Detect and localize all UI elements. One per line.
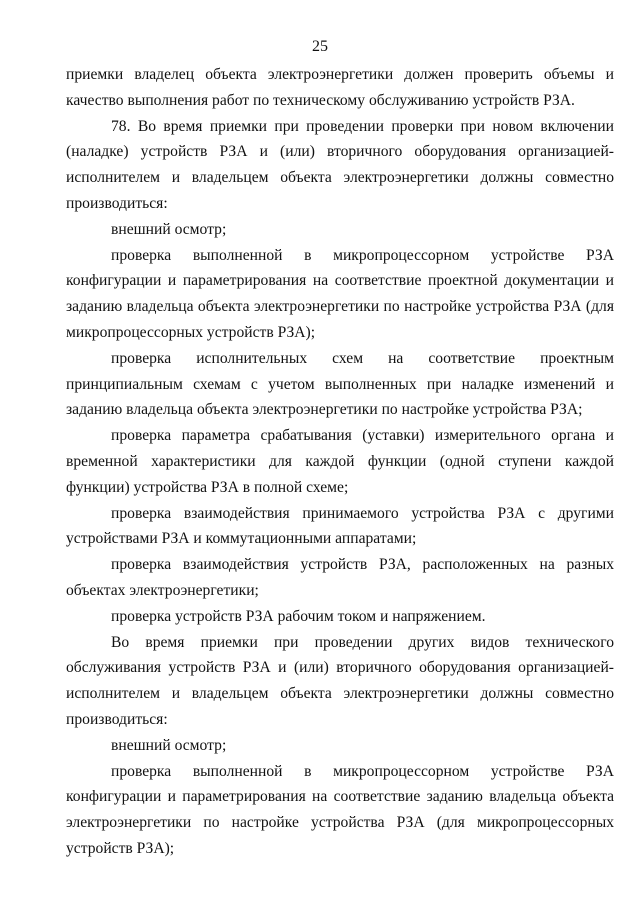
paragraph-external-inspection: внешний осмотр; bbox=[111, 220, 227, 238]
paragraph-continuation: приемки владелец объекта электроэнергетики должен проверить объемы и качество выполнения работ по техническому обслуживанию устройств РЗА. bbox=[66, 66, 614, 109]
document-body bbox=[66, 62, 614, 862]
paragraph-external-inspection-2: внешний осмотр; bbox=[111, 736, 227, 754]
paragraph-settings-check: проверка параметра срабатывания (уставки) измерительного органа и временной характеристики для каждой функции (одной ступени каждой функции) устройства РЗА в полной схеме; bbox=[66, 427, 614, 496]
paragraph-item-78: 78. Во время приемки при проведении проверки при новом включении (наладке) устройств РЗА и (или) вторичного оборудования организацией-исполнителем и владельцем объекта электроэнергетики должны совместно производиться: bbox=[66, 117, 614, 212]
paragraph-other-maintenance: Во время приемки при проведении других видов технического обслуживания устройств РЗА и (или) вторичного оборудования организацией-исполнителем и владельцем объекта электроэнергетики должны совместно производиться: bbox=[66, 633, 614, 728]
paragraph-config-check-2: проверка выполненной в микропроцессорном устройстве РЗА конфигурации и параметрирования на соответствие заданию владельца объекта электроэнергетики по настройке устройства РЗА (для микропроцессорных устройств РЗА); bbox=[66, 762, 614, 857]
paragraph-remote-interaction-check: проверка взаимодействия устройств РЗА, расположенных на разных объектах электроэнергетики; bbox=[66, 556, 614, 599]
paragraph-load-check: проверка устройств РЗА рабочим током и напряжением. bbox=[111, 607, 486, 625]
paragraph-schemes-check: проверка исполнительных схем на соответствие проектным принципиальным схемам с учетом выполненных при наладке изменений и заданию владельца объекта электроэнергетики по настройке устройства РЗА; bbox=[66, 349, 614, 419]
paragraph-interaction-check: проверка взаимодействия принимаемого устройства РЗА с другими устройствами РЗА и коммутационными аппаратами; bbox=[66, 504, 614, 548]
page-number: 25 bbox=[312, 38, 328, 55]
paragraph-config-check: проверка выполненной в микропроцессорном устройстве РЗА конфигурации и параметрирования на соответствие проектной документации и заданию владельца объекта электроэнергетики по настройке устройства РЗА (для микропроцессорных устройств РЗА); bbox=[66, 246, 614, 341]
